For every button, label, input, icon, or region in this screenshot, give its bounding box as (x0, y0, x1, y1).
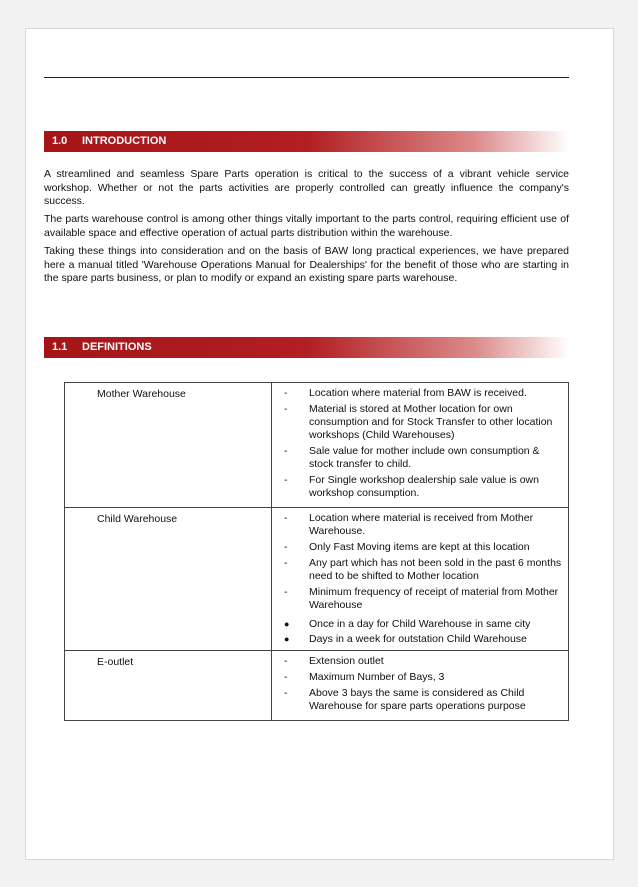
definition-row (65, 383, 569, 508)
definition-subbullet (284, 633, 562, 646)
bullet-text: Location where material from BAW is received. (309, 387, 527, 399)
intro-paragraph-1: A streamlined and seamless Spare Parts operation is critical to the success of a vibrant vehicle service workshop. Whether or not the parts activities are properly controlled can greatly influence the company's success. (44, 168, 569, 208)
definition-bullet (284, 586, 562, 612)
section-title: INTRODUCTION (82, 135, 167, 147)
definition-bullet (284, 474, 562, 500)
bullet-text: Only Fast Moving items are kept at this location (309, 541, 530, 553)
bullet-dot-icon: ● (284, 634, 290, 644)
definition-bullet (284, 557, 562, 583)
bullet-text: Minimum frequency of receipt of material from Mother Warehouse (309, 586, 559, 611)
bullet-text: Above 3 bays the same is considered as Child Warehouse for spare parts operations purpose (309, 687, 526, 712)
definition-description (272, 651, 569, 721)
dash-marker: - (284, 586, 288, 598)
bullet-text: For Single workshop dealership sale value is own workshop consumption. (309, 474, 539, 499)
definition-row (65, 651, 569, 721)
bullet-dot-icon: ● (284, 619, 290, 629)
subbullet-text: Days in a week for outstation Child Warehouse (309, 633, 527, 645)
definition-bullet (284, 403, 562, 442)
definition-description (272, 383, 569, 508)
section-number: 1.1 (52, 341, 68, 353)
subbullet-text: Once in a day for Child Warehouse in same city (309, 618, 531, 630)
dash-marker: - (284, 445, 288, 457)
intro-paragraph-2: The parts warehouse control is among other things vitally important to the parts control, requiring efficient use of available space and effective operation of actual parts distribution within the warehouse. (44, 213, 569, 239)
bullet-text: Location where material is received from Mother Warehouse. (309, 512, 534, 537)
definition-bullet (284, 671, 562, 684)
dash-marker: - (284, 655, 288, 667)
definition-term: Mother Warehouse (65, 383, 272, 508)
definition-bullet (284, 445, 562, 471)
definition-term: Child Warehouse (65, 508, 272, 651)
section-title: DEFINITIONS (82, 341, 152, 353)
bullet-text: Any part which has not been sold in the past 6 months need to be shifted to Mother location (309, 557, 562, 582)
section-heading-introduction (44, 131, 569, 152)
bullet-text: Material is stored at Mother location for own consumption and for Stock Transfer to other location workshops (Child Warehouses) (309, 403, 553, 441)
definition-bullet (284, 512, 562, 538)
dash-marker: - (284, 387, 288, 399)
dash-marker: - (284, 512, 288, 524)
definition-row (65, 508, 569, 651)
definition-bullet (284, 655, 562, 668)
section-heading-definitions (44, 337, 569, 358)
bullet-text: Sale value for mother include own consumption & stock transfer to child. (309, 445, 540, 470)
dash-marker: - (284, 403, 288, 415)
definition-subbullet (284, 618, 562, 631)
section-number: 1.0 (52, 135, 68, 147)
definitions-table (64, 382, 569, 721)
header-rule (44, 77, 569, 78)
definition-bullet (284, 541, 562, 554)
definition-description (272, 508, 569, 651)
dash-marker: - (284, 687, 288, 699)
definition-bullet (284, 387, 562, 400)
bullet-text: Maximum Number of Bays, 3 (309, 671, 445, 683)
dash-marker: - (284, 541, 288, 553)
intro-paragraph-3: Taking these things into consideration and on the basis of BAW long practical experiences, we have prepared here a manual titled 'Warehouse Operations Manual for Dealerships' for the benefit of those who are starting in the spare parts business, or plan to modify or expand an existing spare parts warehouse. (44, 245, 569, 285)
dash-marker: - (284, 671, 288, 683)
definition-bullet (284, 687, 562, 713)
bullet-text: Extension outlet (309, 655, 384, 667)
definition-term: E-outlet (65, 651, 272, 721)
dash-marker: - (284, 474, 288, 486)
dash-marker: - (284, 557, 288, 569)
